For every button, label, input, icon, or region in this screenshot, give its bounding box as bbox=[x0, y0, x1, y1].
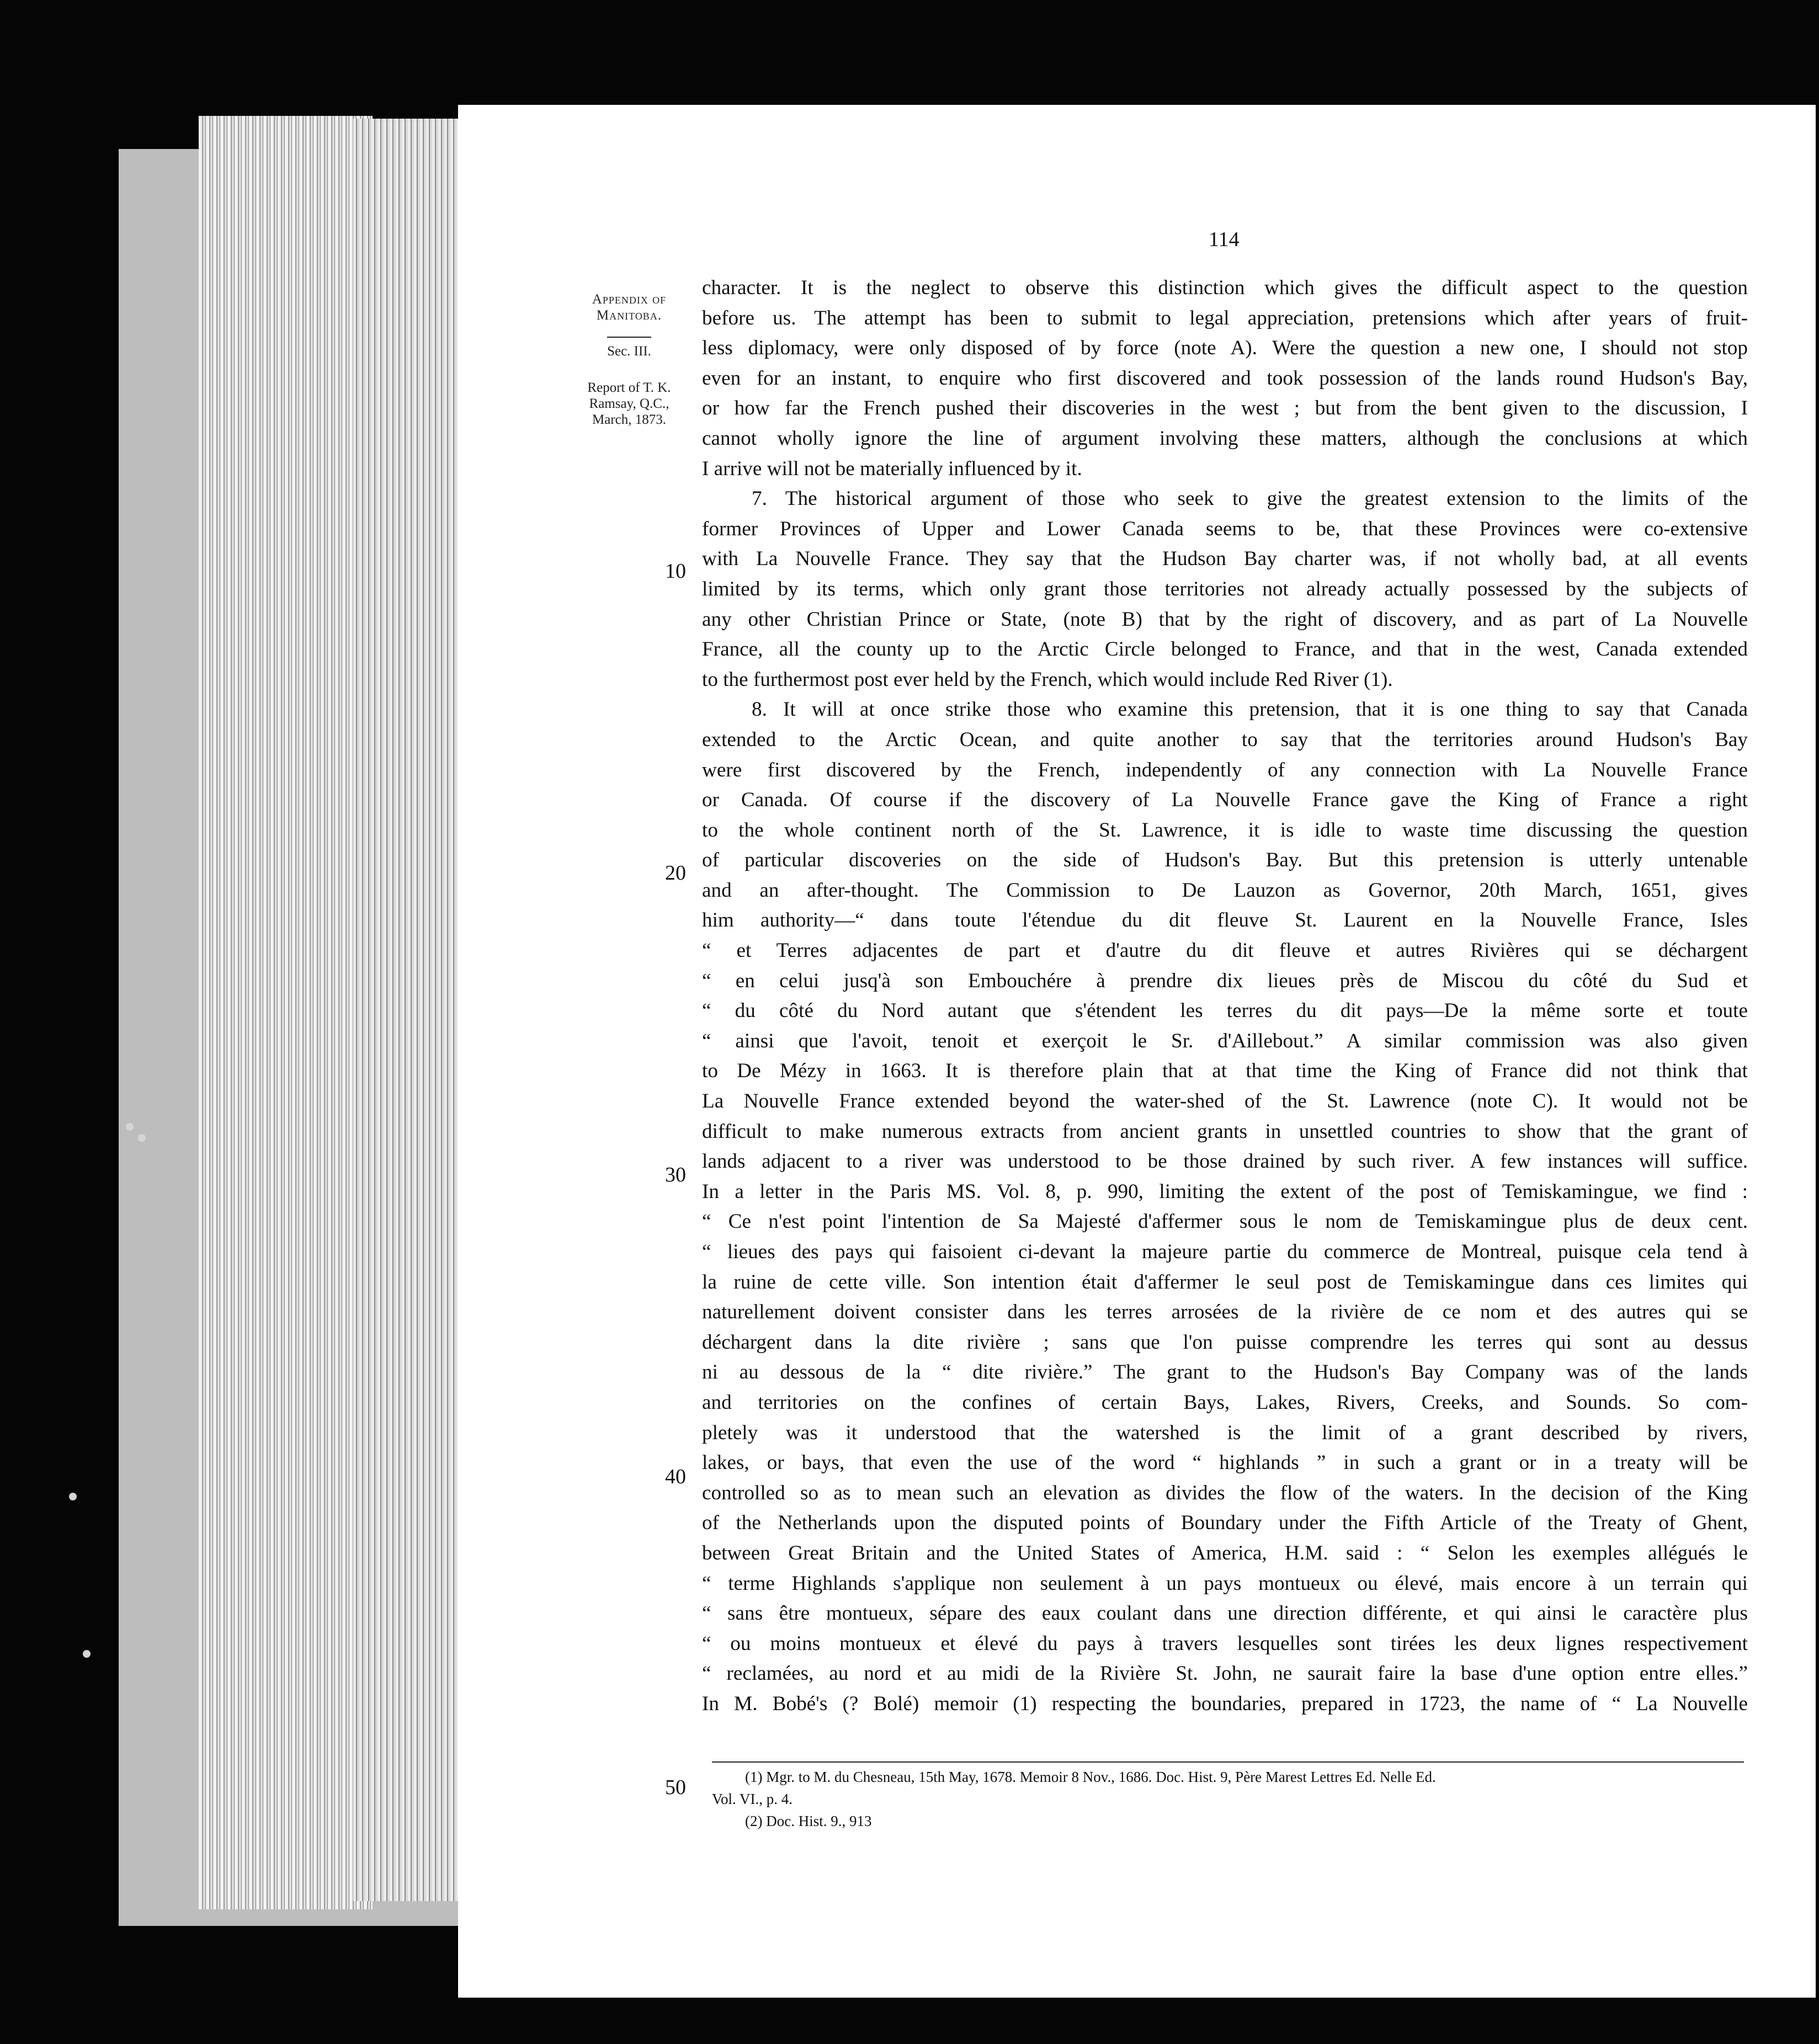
text-line: between Great Britain and the United States of America, H.M. said : “ Selon les exemples allégués le bbox=[702, 1541, 1748, 1564]
scan-speck bbox=[69, 1493, 77, 1500]
footnote-rule bbox=[712, 1761, 1744, 1763]
text-line: any other Christian Prince or State, (note B) that by the right of discovery, and as part of La Nouvelle bbox=[702, 608, 1748, 631]
text-line: “ et Terres adjacentes de part et d'autre du dit fleuve et autres Rivières qui se déchargent bbox=[702, 939, 1748, 962]
text-line: naturellement doivent consister dans les terres arrosées de la rivière de ce nom et des autres qui se bbox=[702, 1301, 1748, 1324]
footnotes bbox=[712, 1766, 1744, 1832]
text-line: 8. It will at once strike those who examine this pretension, that it is one thing to say that Canada bbox=[752, 698, 1748, 721]
page-block-edge bbox=[199, 116, 373, 1909]
text-line: character. It is the neglect to observe this distinction which gives the difficult aspect to the question bbox=[702, 276, 1748, 299]
text-line: pletely was it understood that the watershed is the limit of a grant described by rivers, bbox=[702, 1421, 1748, 1444]
text-line: of particular discoveries on the side of Hudson's Bay. But this pretension is utterly untenable bbox=[702, 849, 1748, 872]
text-line: even for an instant, to enquire who first discovered and took possession of the lands round Hudson's Bay, bbox=[702, 366, 1748, 390]
margin-note-appendix: Appendix of Manitoba. bbox=[592, 292, 667, 323]
page-number: 114 bbox=[1209, 228, 1240, 251]
body-text bbox=[702, 273, 1748, 1720]
text-line: la ruine de cette ville. Son intention était d'affermer le seul post de Temiskamingue dans ces limites qui bbox=[702, 1270, 1748, 1294]
line-number: 20 bbox=[665, 861, 686, 885]
text-line: of the Netherlands upon the disputed points of Boundary under the Fifth Article of the Treaty of Ghent, bbox=[702, 1511, 1748, 1535]
scan-speck bbox=[138, 1134, 146, 1142]
text-line: or how far the French pushed their discoveries in the west ; but from the bent given to the discussion, I bbox=[702, 397, 1748, 420]
text-line: “ sans être montueux, sépare des eaux coulant dans une direction différente, et qui ainsi le caractère plus bbox=[702, 1602, 1748, 1625]
text-line: 7. The historical argument of those who seek to give the greatest extension to the limits of the bbox=[752, 487, 1748, 510]
text-line: him authority—“ dans toute l'étendue du dit fleuve St. Laurent en la Nouvelle France, Isles bbox=[702, 909, 1748, 932]
text-line: limited by its terms, which only grant those territories not already actually possessed by the subjects of bbox=[702, 577, 1748, 600]
text-line: before us. The attempt has been to submit to legal appreciation, pretensions which after years of fruit- bbox=[702, 306, 1748, 329]
text-line: difficult to make numerous extracts from ancient grants in unsettled countries to show that the grant of bbox=[702, 1120, 1748, 1143]
footnote-1-continued: Vol. VI., p. 4. bbox=[712, 1791, 793, 1807]
text-line: I arrive will not be materially influenced by it. bbox=[702, 457, 1082, 480]
text-line: less diplomacy, were only disposed of by force (note A). Were the question a new one, I should not stop bbox=[702, 337, 1748, 360]
text-line: “ terme Highlands s'applique non seulement à un pays montueux ou élevé, mais encore à un terrain qui bbox=[702, 1572, 1748, 1595]
text-line: and territories on the confines of certain Bays, Lakes, Rivers, Creeks, and Sounds. So com- bbox=[702, 1391, 1748, 1414]
text-line: or Canada. Of course if the discovery of La Nouvelle France gave the King of France a right bbox=[702, 789, 1748, 812]
text-line: lakes, or bays, that even the use of the word “ highlands ” in such a grant or in a treaty will be bbox=[702, 1451, 1748, 1475]
text-line: and an after-thought. The Commission to De Lauzon as Governor, 20th March, 1651, gives bbox=[702, 879, 1748, 902]
text-line: In M. Bobé's (? Bolé) memoir (1) respecting the boundaries, prepared in 1723, the name of “ La Nouvelle bbox=[702, 1692, 1748, 1715]
text-line: “ du côté du Nord autant que s'étendent les terres du dit pays—De la même sorte et toute bbox=[702, 999, 1748, 1023]
text-line: “ reclamées, au nord et au midi de la Rivière St. John, ne saurait faire la base d'une option entre elles.” bbox=[702, 1662, 1748, 1685]
text-line: controlled so as to mean such an elevation as divides the flow of the waters. In the decision of the King bbox=[702, 1481, 1748, 1504]
line-number: 40 bbox=[665, 1465, 686, 1488]
text-line: to De Mézy in 1663. It is therefore plain that at that time the King of France did not think that bbox=[702, 1060, 1748, 1083]
text-line: former Provinces of Upper and Lower Canada seems to be, that these Provinces were co-extensive bbox=[702, 517, 1748, 540]
text-line: lands adjacent to a river was understood to be those drained by such river. A few instances will suffice. bbox=[702, 1150, 1748, 1173]
line-number: 10 bbox=[665, 560, 686, 583]
text-line: “ lieues des pays qui faisoient ci-devant la majeure partie du commerce de Montreal, puisque cela tend à bbox=[702, 1241, 1748, 1263]
text-line: déchargent dans la dite rivière ; sans que l'on puisse comprendre les terres qui sont au dessus bbox=[702, 1330, 1748, 1354]
text-line: “ Ce n'est point l'intention de Sa Majesté d'affermer sous le nom de Temiskamingue plus de deux cent. bbox=[702, 1210, 1748, 1233]
text-line: extended to the Arctic Ocean, and quite another to say that the territories around Hudson's Bay bbox=[702, 728, 1748, 751]
text-line: In a letter in the Paris MS. Vol. 8, p. 990, limiting the extent of the post of Temiskamingue, we find : bbox=[702, 1180, 1748, 1203]
text-line: France, all the county up to the Arctic Circle belonged to France, and that in the west, Canada extended bbox=[702, 638, 1748, 661]
text-line: to the whole continent north of the St. Lawrence, it is idle to waste time discussing the question bbox=[702, 818, 1748, 842]
text-line: La Nouvelle France extended beyond the water-shed of the St. Lawrence (note C). It would not be bbox=[702, 1090, 1748, 1113]
margin-note-rule bbox=[607, 337, 651, 338]
page-block-edge-inner bbox=[353, 119, 458, 1901]
margin-note-report: Report of T. K. Ramsay, Q.C., March, 1873. bbox=[587, 380, 671, 427]
text-line: ni au dessous de la “ dite rivière.” The grant to the Hudson's Bay Company was of the lands bbox=[702, 1361, 1748, 1384]
footnote-2: (2) Doc. Hist. 9., 913 bbox=[745, 1813, 872, 1829]
text-line: “ ainsi que l'avoit, tenoit et exerçoit le Sr. d'Aillebout.” A similar commission was also given bbox=[702, 1029, 1748, 1052]
text-line: “ en celui jusq'à son Embouchére à prendre dix lieues près de Miscou du côté du Sud et bbox=[702, 969, 1748, 992]
footnote-1: (1) Mgr. to M. du Chesneau, 15th May, 1678. Memoir 8 Nov., 1686. Doc. Hist. 9, Père Marest Lettres Ed. Nelle Ed. bbox=[745, 1769, 1436, 1785]
text-line: cannot wholly ignore the line of argument involving these matters, although the conclusions at which bbox=[702, 427, 1748, 450]
line-number: 30 bbox=[665, 1163, 686, 1186]
line-number: 50 bbox=[665, 1776, 686, 1799]
text-line: with La Nouvelle France. They say that the Hudson Bay charter was, if not wholly bad, at all events bbox=[702, 547, 1748, 571]
scan-speck bbox=[126, 1123, 134, 1131]
text-line: “ ou moins montueux et élevé du pays à travers lesquelles sont tirées les deux lignes respectivement bbox=[702, 1632, 1748, 1655]
text-line: to the furthermost post ever held by the French, which would include Red River (1). bbox=[702, 668, 1393, 691]
margin-note-section: Sec. III. bbox=[607, 344, 651, 359]
text-line: were first discovered by the French, independently of any connection with La Nouvelle France bbox=[702, 758, 1748, 781]
scan-speck bbox=[83, 1650, 91, 1658]
